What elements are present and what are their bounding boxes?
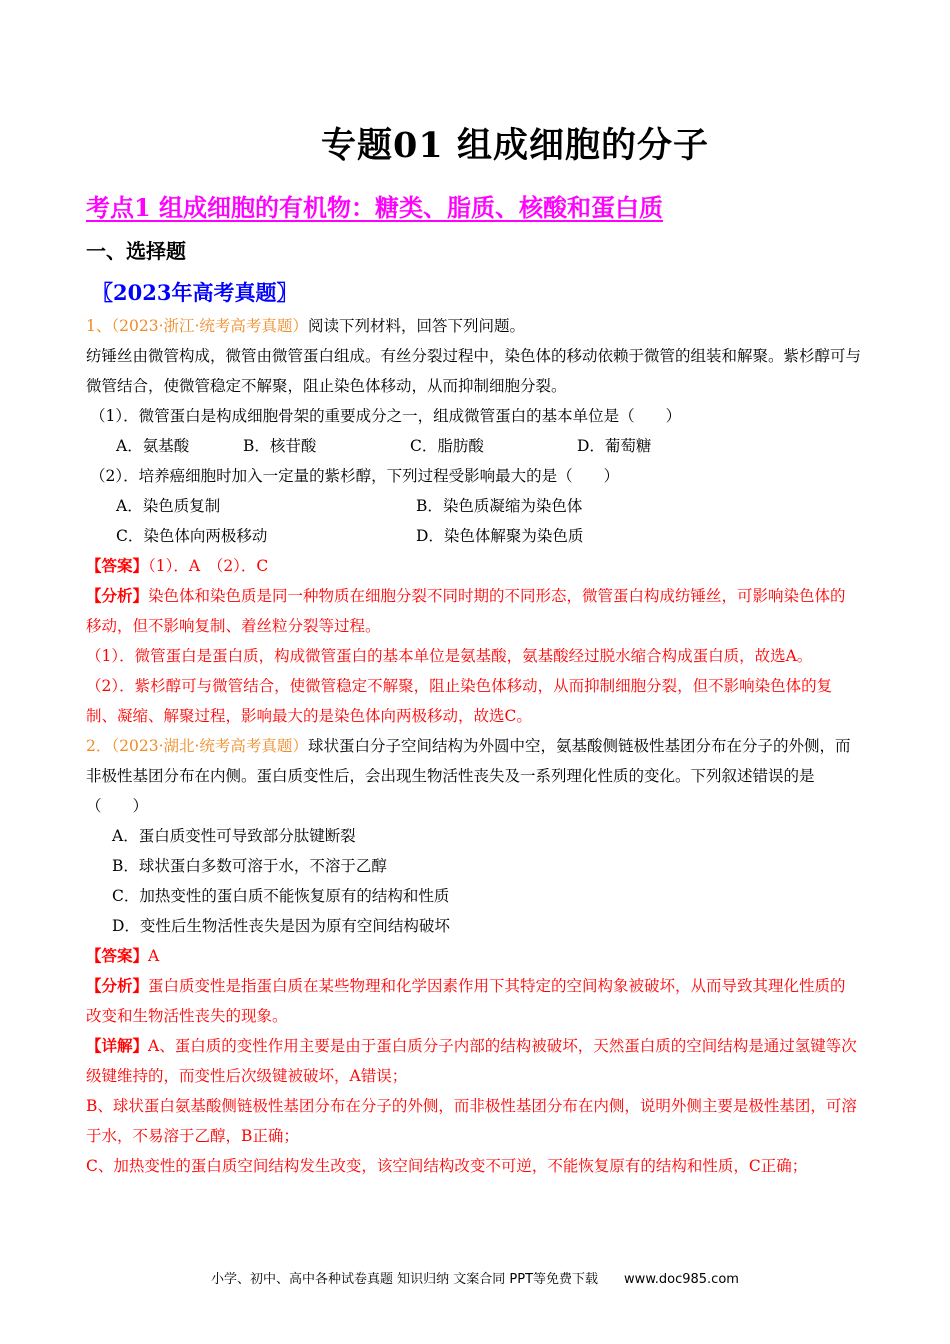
option-b: B．核苷酸 <box>243 437 317 455</box>
option-c: C．脂肪酸 <box>410 437 484 455</box>
answer-text: （1）．A （2）．C <box>148 557 269 575</box>
option-c: C．加热变性的蛋白质不能恢复原有的结构和性质 <box>112 887 450 905</box>
sub-question-2: （2）．培养癌细胞时加入一定量的紫杉醇，下列过程受影响最大的是（ ） <box>90 467 620 485</box>
analysis-tag: 【分析】 <box>86 586 149 605</box>
detail-tag: 【详解】 <box>86 1036 149 1055</box>
detail-c: C、加热变性的蛋白质空间结构发生改变，该空间结构改变不可逆，不能恢复原有的结构和性质，C正确； <box>86 1157 808 1175</box>
question-material: 纺锤丝由微管构成，微管由微管蛋白组成。有丝分裂过程中，染色体的移动依赖于微管的组装和解聚。紫杉醇可与微管结合，使微管稳定不解聚，阻止染色体移动，从而抑制细胞分裂。 <box>86 347 862 395</box>
answer-1 <box>86 551 861 581</box>
question-number: 1、 <box>86 317 112 335</box>
question-number: 2． <box>86 737 112 755</box>
option-a: A．染色质复制 <box>116 497 221 515</box>
sub-question-1-options <box>86 431 861 461</box>
answer-text: A <box>148 947 160 965</box>
question-text: 球状蛋白分子空间结构为外圆中空，氨基酸侧链极性基团分布在分子的外侧，而非极性基团分布在内侧。蛋白质变性后，会出现生物活性丧失及一系列理化性质的变化。下列叙述错误的是（ ） <box>86 737 851 815</box>
detail-a <box>86 1031 861 1091</box>
option-b: B．球状蛋白多数可溶于水，不溶于乙醇 <box>112 857 387 875</box>
option-d: D．染色体解聚为染色质 <box>416 527 584 545</box>
answer-tag: 【答案】 <box>86 556 149 575</box>
detail-text: A、蛋白质的变性作用主要是由于蛋白质分子内部的结构被破坏，天然蛋白质的空间结构是通过氢键等次级键维持的，而变性后次级键被破坏，A错误； <box>86 1037 857 1085</box>
question-intro: 阅读下列材料，回答下列问题。 <box>307 317 525 335</box>
analysis-text: 蛋白质变性是指蛋白质在某些物理和化学因素作用下其特定的空间构象被破坏，从而导致其理化性质的改变和生物活性丧失的现象。 <box>86 977 846 1025</box>
question-source: （2023·浙江·统考高考真题） <box>111 317 308 335</box>
sub-question-1: （1）．微管蛋白是构成细胞骨架的重要成分之一，组成微管蛋白的基本单位是（ ） <box>90 407 682 425</box>
content <box>86 311 861 1181</box>
option-d: D．变性后生物活性丧失是因为原有空间结构破坏 <box>112 917 450 935</box>
analysis-tag: 【分析】 <box>86 976 149 995</box>
question-1-header <box>86 311 861 341</box>
option-b: B．染色质凝缩为染色体 <box>416 497 583 515</box>
analysis-2 <box>86 971 861 1031</box>
detail-b: B、球状蛋白氨基酸侧链极性基团分布在分子的外侧，而非极性基团分布在内侧，说明外侧主要是极性基团，可溶于水，不易溶于乙醇，B正确； <box>86 1097 857 1145</box>
sub-question-2-options-cd <box>86 521 861 551</box>
option-a: A．氨基酸 <box>116 437 190 455</box>
section-title: 考点1 组成细胞的有机物：糖类、脂质、核酸和蛋白质 <box>86 193 664 222</box>
explanation-2: （2）．紫杉醇可与微管结合，使微管稳定不解聚，阻止染色体移动，从而抑制细胞分裂，但不影响染色体的复制、凝缩、解聚过程，影响最大的是染色体向两极移动，故选C。 <box>86 677 833 725</box>
option-d: D．葡萄糖 <box>577 437 652 455</box>
subsection-title: 一、选择题 <box>86 239 186 263</box>
question-source: （2023·湖北·统考高考真题） <box>111 737 308 755</box>
option-a: A．蛋白质变性可导致部分肽键断裂 <box>112 827 356 845</box>
answer-2 <box>86 941 861 971</box>
year-heading: 〖2023年高考真题〗 <box>92 280 298 305</box>
analysis-text: 染色体和染色质是同一种物质在细胞分裂不同时期的不同形态，微管蛋白构成纺锤丝，可影响染色体的移动，但不影响复制、着丝粒分裂等过程。 <box>86 587 846 635</box>
answer-tag: 【答案】 <box>86 946 149 965</box>
page-footer: 小学、初中、高中各种试卷真题 知识归纳 文案合同 PPT等免费下载 www.doc985.com <box>211 1272 739 1287</box>
sub-question-2-options-ab <box>86 491 861 521</box>
page-title: 专题01 组成细胞的分子 <box>321 125 709 166</box>
explanation-1: （1）．微管蛋白是蛋白质，构成微管蛋白的基本单位是氨基酸，氨基酸经过脱水缩合构成蛋白质，故选A。 <box>86 647 813 665</box>
option-c: C．染色体向两极移动 <box>116 527 268 545</box>
question-2-stem <box>86 731 861 821</box>
analysis-1 <box>86 581 861 641</box>
